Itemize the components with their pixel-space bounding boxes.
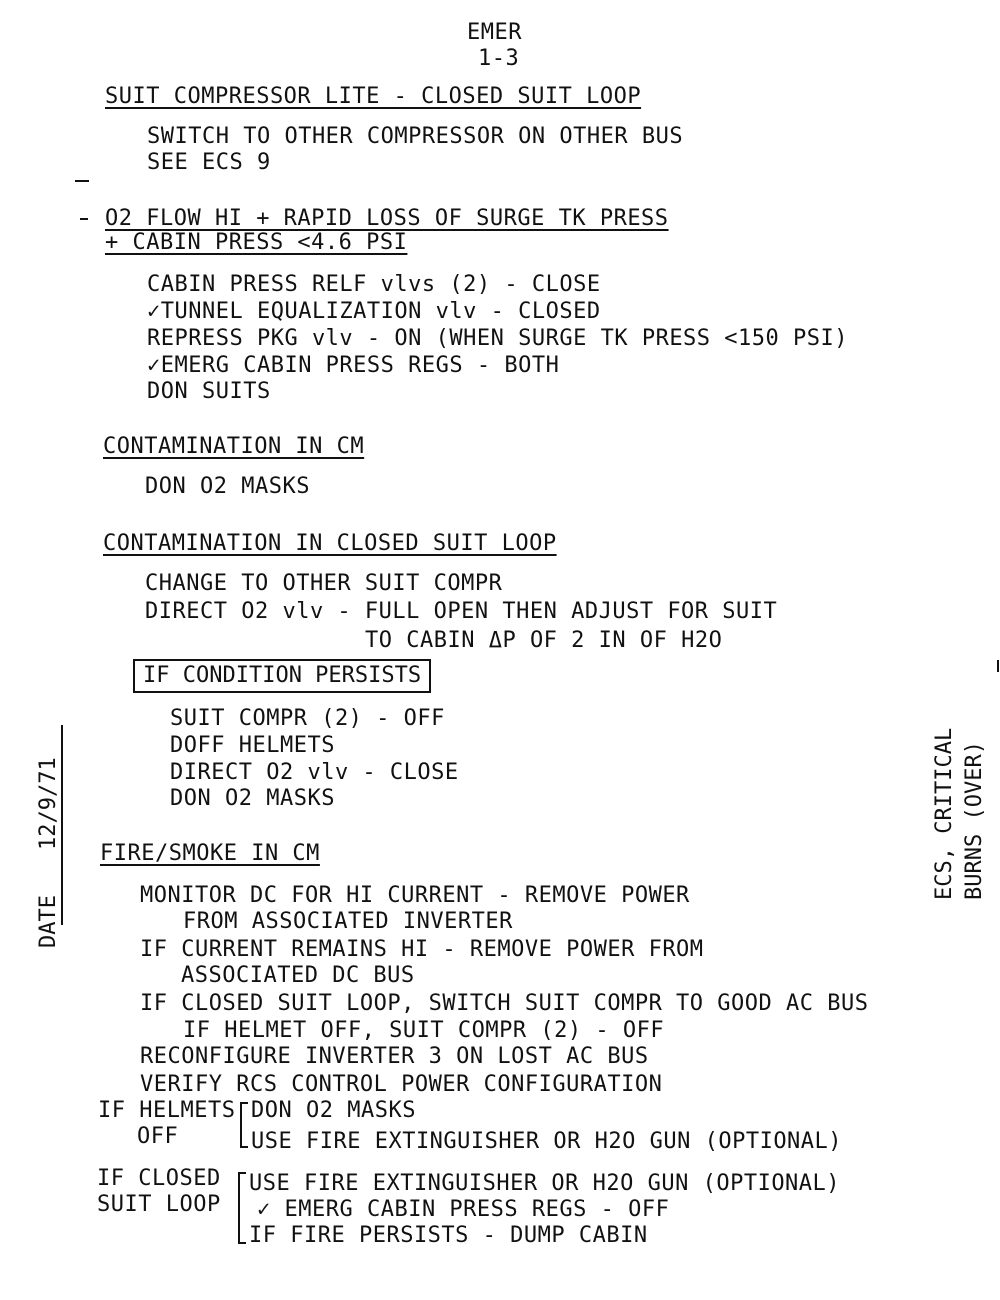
section-label: EMER — [467, 20, 522, 45]
s3-line-1: DON O2 MASKS — [145, 474, 310, 499]
contamination-suit-loop-heading: CONTAMINATION IN CLOSED SUIT LOOP — [103, 531, 557, 556]
s5-line-8: VERIFY RCS CONTROL POWER CONFIGURATION — [140, 1072, 663, 1097]
s4-line-2: DIRECT O2 vlv - FULL OPEN THEN ADJUST FOR SUIT — [145, 599, 778, 624]
contamination-cm-heading: CONTAMINATION IN CM — [103, 434, 365, 459]
closed-loop-item-3: IF FIRE PERSISTS - DUMP CABIN — [249, 1223, 648, 1248]
closed-loop-label-2: SUIT LOOP — [97, 1192, 221, 1217]
s5-line-1: MONITOR DC FOR HI CURRENT - REMOVE POWER — [140, 883, 690, 908]
edge-mark — [997, 660, 999, 672]
tab-label-line-1: ECS, CRITICAL — [932, 727, 957, 900]
o2-flow-heading-line-2: + CABIN PRESS <4.6 PSI — [105, 230, 408, 255]
closed-loop-item-1: USE FIRE EXTINGUISHER OR H2O GUN (OPTIONAL) — [249, 1171, 841, 1196]
closed-loop-bracket — [238, 1172, 246, 1244]
suit-compressor-heading: SUIT COMPRESSOR LITE - CLOSED SUIT LOOP — [105, 84, 642, 109]
s5-line-5: IF CLOSED SUIT LOOP, SWITCH SUIT COMPR TO GOOD AC BUS — [140, 991, 869, 1016]
s1-line-2: SEE ECS 9 — [147, 150, 271, 175]
date-value: 12/9/71 — [36, 757, 61, 850]
s4-line-3: TO CABIN ΔP OF 2 IN OF H2O — [365, 628, 723, 653]
s4-sub-3: DIRECT O2 vlv - CLOSE — [170, 760, 459, 785]
closed-loop-item-2: ✓ EMERG CABIN PRESS REGS - OFF — [257, 1197, 670, 1222]
s2-line-4: ✓EMERG CABIN PRESS REGS - BOTH — [147, 353, 560, 378]
tab-label-line-2: BURNS (OVER) — [962, 741, 987, 900]
margin-mark — [75, 180, 89, 182]
condition-persists-box: IF CONDITION PERSISTS — [133, 659, 431, 693]
closed-loop-label-1: IF CLOSED — [97, 1166, 221, 1191]
helmets-bracket — [240, 1102, 248, 1148]
helmets-condition-label-1: IF HELMETS — [98, 1098, 236, 1123]
s5-line-7: RECONFIGURE INVERTER 3 ON LOST AC BUS — [140, 1044, 649, 1069]
s5-line-6: IF HELMET OFF, SUIT COMPR (2) - OFF — [183, 1018, 665, 1043]
s4-sub-4: DON O2 MASKS — [170, 786, 335, 811]
s4-sub-2: DOFF HELMETS — [170, 733, 335, 758]
helmets-item-2: USE FIRE EXTINGUISHER OR H2O GUN (OPTIONAL) — [251, 1129, 843, 1154]
helmets-condition-label-2: OFF — [137, 1124, 179, 1149]
s4-line-1: CHANGE TO OTHER SUIT COMPR — [145, 571, 503, 596]
s2-line-1: CABIN PRESS RELF vlvs (2) - CLOSE — [147, 272, 601, 297]
helmets-item-1: DON O2 MASKS — [251, 1098, 416, 1123]
margin-mark — [80, 218, 88, 220]
s2-line-5: DON SUITS — [147, 379, 271, 404]
s5-line-3: IF CURRENT REMAINS HI - REMOVE POWER FROM — [140, 937, 704, 962]
s1-line-1: SWITCH TO OTHER COMPRESSOR ON OTHER BUS — [147, 124, 684, 149]
s4-sub-1: SUIT COMPR (2) - OFF — [170, 706, 445, 731]
page-number: 1-3 — [478, 46, 520, 71]
date-label: DATE — [36, 895, 61, 948]
s5-line-2: FROM ASSOCIATED INVERTER — [183, 909, 513, 934]
fire-smoke-heading: FIRE/SMOKE IN CM — [100, 841, 320, 866]
s5-line-4: ASSOCIATED DC BUS — [181, 963, 415, 988]
s2-line-2: ✓TUNNEL EQUALIZATION vlv - CLOSED — [147, 299, 601, 324]
o2-flow-heading-line-1: O2 FLOW HI + RAPID LOSS OF SURGE TK PRESS — [105, 206, 669, 231]
s2-line-3: REPRESS PKG vlv - ON (WHEN SURGE TK PRESS <150 PSI) — [147, 326, 849, 351]
